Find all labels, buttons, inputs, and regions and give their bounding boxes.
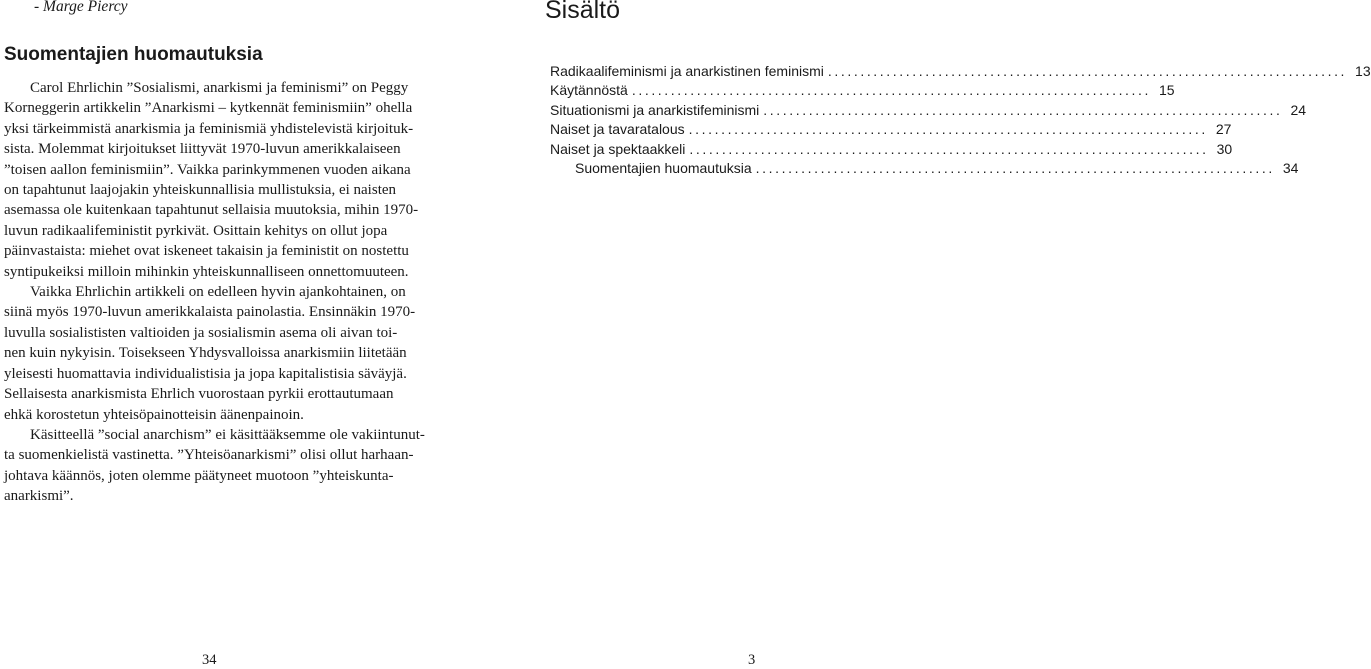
body-line: nen kuin nykyisin. Toisekseen Yhdysvalloissa anarkismiin liitetään [4,345,407,362]
body-line: asemassa ole kuitenkaan tapahtunut sellaisia muutoksia, mihin 1970- [4,202,419,219]
toc-entry[interactable] [550,121,1232,140]
body-line: yleisesti huomattavia individualistisia ja jopa kapitalistisia säväyjä. [4,365,407,382]
toc-dot-leader: ................................................................................ [755,159,1275,176]
body-line: luvun radikaalifeministit pyrkivät. Osittain kehitys on ollut jopa [4,222,388,239]
toc-entry-title: Situationismi ja anarkistifeminismi [550,101,760,118]
body-line: yksi tärkeimmistä anarkismia ja feminismiä yhdistelevistä kirjoituk- [4,120,414,137]
toc-entry-title: Suomentajien huomautuksia [575,159,752,176]
toc-dot-leader: ................................................................................ [689,140,1209,157]
toc-entry-page: 30 [1216,140,1233,157]
toc-dot-leader: ................................................................................ [631,82,1152,99]
toc-entry-page: 24 [1290,101,1307,118]
body-line: Käsitteellä ”social anarchism” ei käsittääksemme ole vakiintunut- [30,426,425,443]
body-line: ehkä korostetun yhteisöpainotteisin äänenpainoin. [4,406,304,423]
toc-entry-title: Naiset ja spektaakkeli [550,140,686,157]
toc-dot-leader: ................................................................................ [827,63,1348,79]
toc-entry-page: 15 [1159,82,1175,99]
section-heading: Suomentajien huomautuksia [4,44,263,65]
toc-entry-page: 27 [1215,121,1232,138]
page-number-left: 34 [202,652,217,668]
body-line: Korneggerin artikkelin ”Anarkismi – kytkennät feminismiin” ohella [4,100,413,117]
toc-dot-leader: ................................................................................ [763,101,1283,118]
table-of-contents [550,63,1371,179]
body-line: Sellaisesta anarkismista Ehrlich vuorostaan pyrkii erottautumaan [4,386,394,403]
page-number-right: 3 [748,652,756,668]
body-line: ta suomenkielistä vastinetta. ”Yhteisöanarkismi” olisi ollut harhaan- [4,447,414,464]
right-page [545,0,1371,668]
body-line: päinvastaista: miehet ovat iskeneet takaisin ja feministit on nostettu [4,243,409,260]
toc-entry[interactable] [550,159,1299,179]
body-line: luvulla sosialististen valtioiden ja sosialismin asema oli aivan toi- [4,324,398,341]
body-line: ”toisen aallon feminismiin”. Vaikka parinkymmenen vuoden aikana [4,161,411,178]
toc-entry-page: 13 [1355,63,1371,79]
quote-attribution: - Marge Piercy [34,0,128,15]
body-line: sista. Molemmat kirjoitukset liittyvät 1970-luvun amerikkalaiseen [4,141,401,158]
toc-entry-title: Käytännöstä [550,82,628,99]
body-line: siinä myös 1970-luvun amerikkalaista painolastia. Ensinnäkin 1970- [4,304,416,321]
toc-dot-leader: ................................................................................ [688,121,1208,138]
body-text [4,78,425,507]
body-line: Vaikka Ehrlichin artikkeli on edelleen hyvin ajankohtainen, on [30,284,406,301]
body-line: syntipukeiksi milloin mihinkin yhteiskunnalliseen onnettomuuteen. [4,263,409,280]
toc-entry-title: Naiset ja tavaratalous [550,121,685,138]
toc-entry[interactable] [550,101,1307,121]
toc-entry-page: 34 [1282,159,1299,176]
toc-entry[interactable] [550,82,1175,101]
body-line: johtava käännös, joten olemme päätyneet muotoon ”yhteiskunta- [4,467,394,484]
toc-entry-title: Radikaalifeminismi ja anarkistinen feminismi [550,63,824,79]
body-line: on tapahtunut laajojakin yhteiskunnallisia mullistuksia, ei naisten [4,182,397,199]
toc-entry[interactable] [550,140,1233,160]
body-line: anarkismi”. [4,488,74,505]
toc-entry[interactable] [550,63,1371,82]
body-line: Carol Ehrlichin ”Sosialismi, anarkismi ja feminismi” on Peggy [30,80,409,96]
toc-title: Sisältö [545,0,621,24]
left-page [0,0,440,667]
